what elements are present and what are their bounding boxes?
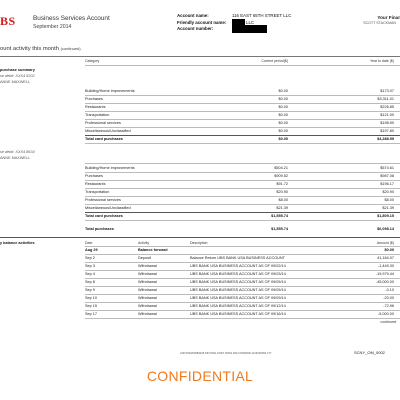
divider [85,119,400,120]
bank-logo: BS [0,14,16,28]
divider [85,163,400,164]
redaction-bar [232,25,267,33]
table-row-category: Transportation [85,113,110,117]
card-summary-heading: purchase summary [0,68,35,72]
total-current: $1,555.74 [271,214,288,218]
document-id: SCNY_OM_0002 [354,350,385,355]
column-header-current: Current period($) [261,59,288,63]
section-title [0,46,81,52]
financial-advisor-name: SCOTT STACKMAN [363,21,396,25]
table-row-ytd: $173.07 [380,89,394,93]
activity-date: Sep 15 [85,304,98,308]
activity-amount: -0.10 [385,288,394,292]
table-row-current: $0.00 [278,89,288,93]
divider [0,56,400,57]
table-row-ytd: $21.39 [382,206,394,210]
account-number-label: Account number: [177,26,214,31]
activity-amount: -45,000.00 [375,280,394,284]
activity-description: UBS BANK USA BUSINESS ACCOUNT AS OF 09/03/14 [190,272,286,276]
activity-amount: -19,979.44 [375,272,394,276]
activity-date: Sep 2 [85,256,95,260]
column-header-activity: Activity [138,241,150,245]
table-row-current: $504.21 [274,166,288,170]
card-owner: ANNE MAXWELL [0,156,31,160]
activity-date: Sep 10 [85,296,98,300]
table-row-category: Building/Home improvements [85,89,135,93]
document-title: Business Services Account [33,15,110,22]
grand-total-ytd: $6,098.14 [377,227,394,231]
divider [85,180,400,181]
activity-type: Deposit [138,256,151,260]
table-row-category: Restaurants [85,105,106,109]
table-row-ytd: $198.50 [380,121,394,125]
divider [85,220,400,221]
table-row-category: Miscellaneous/Unclassified [85,206,131,210]
total-current: $0.00 [278,137,288,141]
activity-description: UBS BANK USA BUSINESS ACCOUNT AS OF 09/05/14 [190,288,286,292]
divider [85,95,400,96]
divider [85,294,400,295]
activity-description: Balance Return UBS BANK USA BUSINESS ACCOUNT [190,256,285,260]
activity-amount: $0.00 [384,248,394,252]
activity-type: Withdrawal [138,304,157,308]
grand-total-current: $1,555.74 [271,227,288,231]
table-row-current: $909.52 [274,174,288,178]
card-number: se debit: XXX4 5202 [0,74,35,78]
table-row-category: Transportation [85,190,110,194]
statement-date: September 2014 [33,24,72,30]
divider [85,212,400,213]
financial-advisor-title: Your Finar [377,15,400,20]
table-row-current: $0.00 [278,121,288,125]
activity-type: Withdrawal [138,312,157,316]
divider [85,103,400,104]
divider [85,302,400,303]
divider [85,196,400,197]
table-row-category: Building/Home improvements [85,166,135,170]
activity-description: UBS BANK USA BUSINESS ACCOUNT AS OF 09/05/14 [190,280,286,284]
table-row-category: Professional services [85,121,121,125]
divider [85,286,400,287]
divider [85,318,400,319]
table-row-ytd: $574.61 [380,166,394,170]
table-row-current: $91.72 [276,182,288,186]
activity-amount: 41,184.07 [377,256,394,260]
activity-amount: -1,449.30 [377,264,394,268]
activity-type: Withdrawal [138,264,157,268]
activity-description: UBS BANK USA BUSINESS ACCOUNT AS OF 09/09/14 [190,296,286,300]
table-row-ytd: $197.80 [380,129,394,133]
activity-type: Balance forward [138,248,168,252]
divider [85,111,400,112]
divider [85,270,400,271]
account-name-value: 116 EAST 65TH STREET LLC [232,13,292,18]
divider [85,278,400,279]
account-name-label: Account name: [177,13,209,18]
activity-date: Sep 9 [85,288,95,292]
table-row-category: Restaurants [85,182,106,186]
table-row-ytd: $987.08 [380,174,394,178]
column-header-category: Category [85,59,100,63]
activity-amount: -20.00 [383,296,394,300]
footer-code: ANF70002009B4428 INF70001 15007 00001 0914 00000000 11230S0350 1T7 [180,352,272,355]
total-purchases-label: Total purchases [85,227,114,231]
table-row-current: $0.00 [278,105,288,109]
divider [85,262,400,263]
activity-description: UBS BANK USA BUSINESS ACCOUNT AS OF 09/12/14 [190,304,286,308]
table-row-ytd: $196.17 [380,182,394,186]
column-header-amount: Amount ($) [376,241,394,245]
activity-date: Sep 4 [85,272,95,276]
activity-date: Sep 17 [85,312,98,316]
activity-date: Aug 29 [85,248,98,252]
table-row-category: Purchases [85,174,103,178]
activity-date: Sep 3 [85,264,95,268]
activity-amount: -72.96 [383,304,394,308]
table-row-category: Miscellaneous/Unclassified [85,129,131,133]
divider [85,135,400,136]
activity-date: Sep 8 [85,280,95,284]
divider [85,310,400,311]
column-header-ytd: Year to date ($) [370,59,394,63]
table-row-ytd: $121.00 [380,113,394,117]
table-row-ytd: $226.85 [380,105,394,109]
divider [85,127,400,128]
table-row-current: $21.39 [276,206,288,210]
card-owner: ANNE MAXWELL [0,80,31,84]
table-row-category: Purchases [85,97,103,101]
divider [85,143,400,144]
total-card-purchases-label: Total card purchases [85,214,123,218]
table-row-ytd: $8.00 [384,198,394,202]
activity-type: Withdrawal [138,296,157,300]
total-card-purchases-label: Total card purchases [85,137,123,141]
divider [0,237,400,238]
divider [85,172,400,173]
friendly-name-label: Friendly account name: [177,19,227,25]
divider [85,204,400,205]
card-number: se debit: XXX4 8634 [0,150,35,154]
activity-type: Withdrawal [138,280,157,284]
total-ytd: $4,288.99 [377,137,394,141]
table-row-current: $0.00 [278,113,288,117]
activity-description: UBS BANK USA BUSINESS ACCOUNT AS OF 09/16/14 [190,312,286,316]
section-continued: (continued) [60,46,81,51]
table-row-current: $8.00 [278,198,288,202]
table-row-category: Professional services [85,198,121,202]
friendly-name-value: LLC [246,19,255,25]
table-row-current: $0.00 [278,129,288,133]
activity-type: Withdrawal [138,272,157,276]
divider [85,65,400,66]
table-row-current: $20.90 [276,190,288,194]
divider [85,246,400,247]
column-header-date: Date [85,241,93,245]
divider [85,254,400,255]
total-ytd: $1,809.15 [377,214,394,218]
activity-type: Withdrawal [138,288,157,292]
table-row-ytd: $20.90 [382,190,394,194]
balance-activities-heading: y balance activities [0,241,35,245]
section-title-text: ount activity this month [0,46,59,52]
confidential-watermark: CONFIDENTIAL [146,368,254,384]
continued-note: continued [380,320,396,324]
divider [85,188,400,189]
activity-amount: -5,000.00 [377,312,394,316]
activity-description: UBS BANK USA BUSINESS ACCOUNT AS OF 09/02/14 [190,264,286,268]
table-row-current: $0.00 [278,97,288,101]
table-row-ytd: $3,311.01 [377,97,394,101]
column-header-description: Description [190,241,208,245]
